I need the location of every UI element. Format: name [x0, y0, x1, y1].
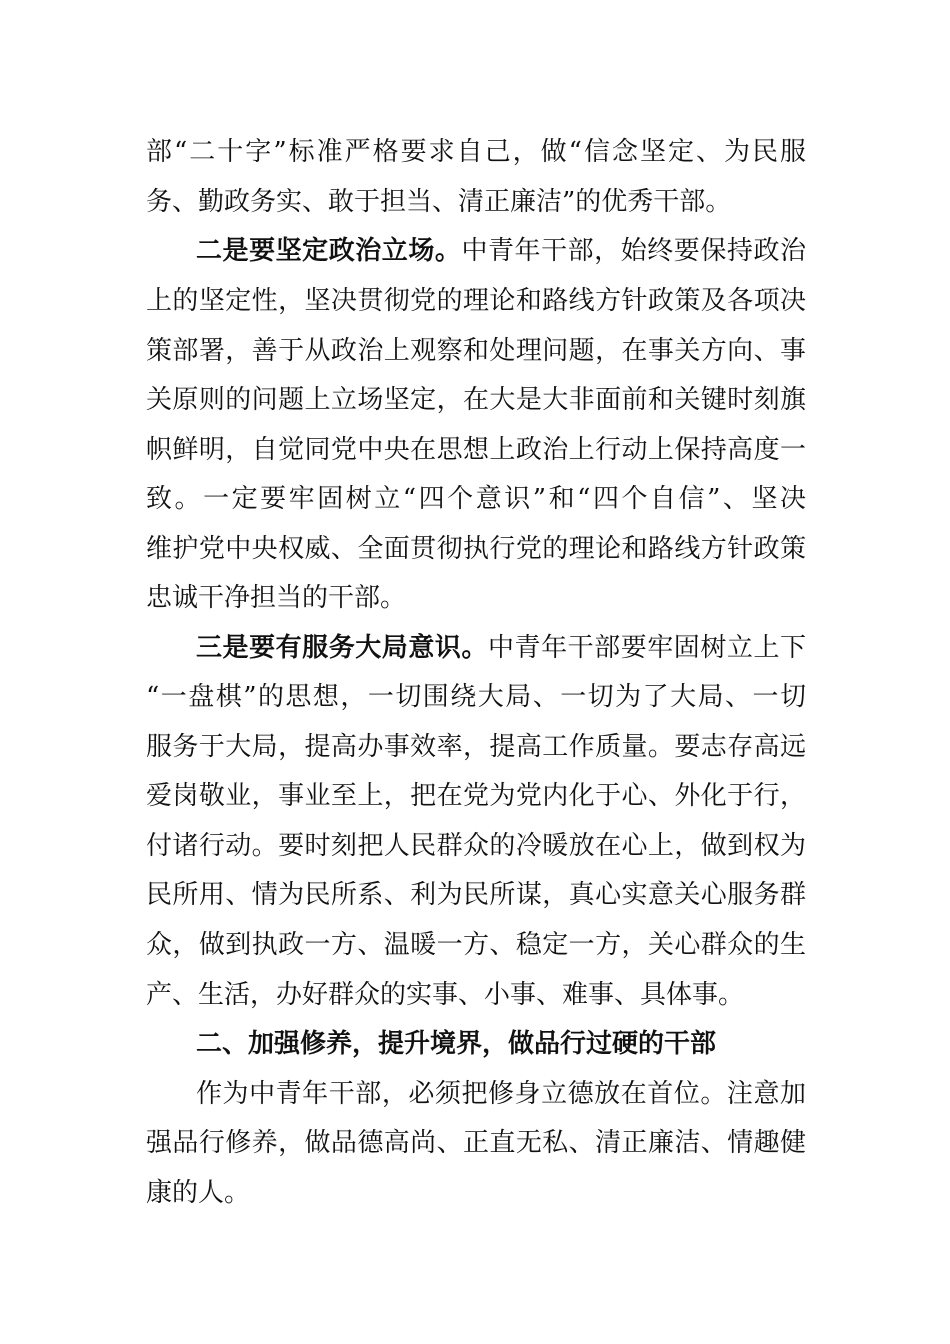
- body-line: 众，做到执政一方、温暖一方、稳定一方，关心群众的生: [146, 930, 806, 960]
- body-text: 中青年干部要牢固树立上下: [488, 633, 806, 663]
- body-line: “一盘棋”的思想，一切围绕大局、一切为了大局、一切: [146, 682, 806, 712]
- paragraph-lead: 三是要有服务大局意识。: [196, 633, 488, 663]
- body-line: 康的人。: [146, 1178, 251, 1208]
- body-line: 忠诚干净担当的干部。: [146, 583, 407, 613]
- body-line: 民所用、情为民所系、利为民所谋，真心实意关心服务群: [146, 880, 806, 910]
- body-line: 维护党中央权威、全面贯彻执行党的理论和路线方针政策: [146, 534, 806, 564]
- paragraph-first-line: [196, 226, 806, 276]
- section-heading: 二、加强修养，提升境界，做品行过硬的干部: [196, 1029, 717, 1059]
- paragraph-first-line: [196, 623, 806, 673]
- body-line: 强品行修养，做品德高尚、正直无私、清正廉洁、情趣健: [146, 1128, 806, 1158]
- paragraph-lead: 二是要坚定政治立场。: [196, 236, 462, 266]
- body-line: 关原则的问题上立场坚定，在大是大非面前和关键时刻旗: [146, 385, 806, 415]
- body-line: 务、勤政务实、敢于担当、清正廉洁”的优秀干部。: [146, 187, 732, 217]
- paragraph-first-line: 作为中青年干部，必须把修身立德放在首位。注意加: [196, 1079, 806, 1109]
- body-line: 爱岗敬业，事业至上，把在党为党内化于心、外化于行，: [146, 781, 806, 811]
- body-line: 上的坚定性，坚决贯彻党的理论和路线方针政策及各项决: [146, 286, 806, 316]
- body-line: 部“二十字”标准严格要求自己，做“信念坚定、为民服: [146, 137, 806, 167]
- body-line: 帜鲜明，自觉同党中央在思想上政治上行动上保持高度一: [146, 435, 806, 465]
- body-line: 策部署，善于从政治上观察和处理问题，在事关方向、事: [146, 336, 806, 366]
- body-line: 付诸行动。要时刻把人民群众的冷暖放在心上，做到权为: [146, 831, 806, 861]
- body-line: 服务于大局，提高办事效率，提高工作质量。要志存高远: [146, 732, 806, 762]
- body-text: 中青年干部，始终要保持政治: [461, 236, 806, 266]
- body-line: 致。一定要牢固树立“四个意识”和“四个自信”、坚决: [146, 484, 806, 514]
- body-line: 产、生活，办好群众的实事、小事、难事、具体事。: [146, 980, 745, 1010]
